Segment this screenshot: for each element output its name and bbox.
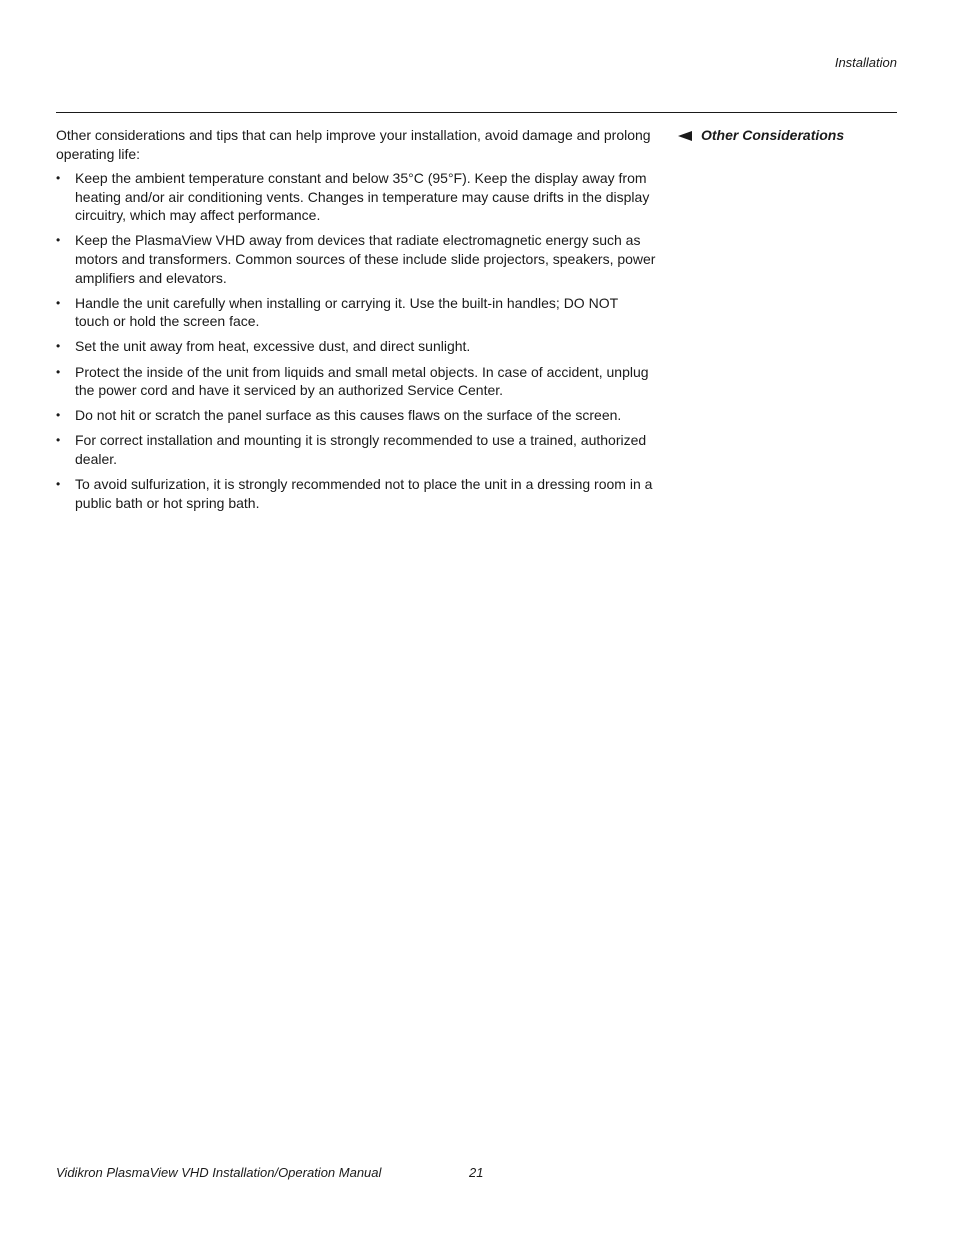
list-item-text: Do not hit or scratch the panel surface as this causes flaws on the surface of the screen. (75, 407, 622, 424)
main-column (56, 126, 656, 519)
list-item (56, 294, 656, 331)
list-item (56, 475, 656, 512)
footer-page-number: 21 (469, 1165, 484, 1180)
side-heading (678, 126, 878, 145)
list-item (56, 363, 656, 400)
list-item-text: For correct installation and mounting it is strongly recommended to use a trained, authorized dealer. (75, 432, 647, 467)
header-rule (56, 112, 897, 113)
bullet-icon: • (56, 233, 61, 248)
footer-manual-title: Vidikron PlasmaView VHD Installation/Operation Manual (56, 1165, 382, 1180)
list-item (56, 231, 656, 287)
list-item-text: Handle the unit carefully when installing or carrying it. Use the built-in handles; DO NOT touch or hold the screen face. (75, 294, 618, 330)
list-item-text: Keep the ambient temperature constant and below 35°C (95°F). Keep the display away from heating and/or air conditioning vents. Changes in temperature may cause drifts in the display circuitry, which may affect performance. (75, 170, 650, 224)
list-item-text: Protect the inside of the unit from liquids and small metal objects. In case of accident, unplug the power cord and have it serviced by an authorized Service Center. (75, 363, 649, 399)
bullet-icon: • (56, 433, 61, 448)
list-item (56, 169, 656, 225)
list-item-text: To avoid sulfurization, it is strongly recommended not to place the unit in a dressing room in a public bath or hot spring bath. (75, 476, 653, 511)
list-item-text: Set the unit away from heat, excessive dust, and direct sunlight. (75, 338, 471, 355)
bullet-icon: • (56, 364, 61, 379)
bullet-icon: • (56, 295, 61, 310)
left-arrow-icon (678, 131, 692, 141)
bullet-icon: • (56, 477, 61, 491)
bullet-icon: • (56, 171, 61, 186)
list-item-text: Keep the PlasmaView VHD away from devices that radiate electromagnetic energy such as motors and transformers. Common sources of these include slide projectors, speakers, power amplifiers and elevators. (75, 232, 656, 286)
list-item (56, 337, 656, 356)
running-header: Installation (834, 55, 897, 70)
bullet-icon: • (56, 339, 61, 354)
list-item (56, 431, 656, 468)
considerations-list (56, 169, 656, 512)
intro-paragraph: Other considerations and tips that can help improve your installation, avoid damage and prolong operating life: (56, 127, 651, 162)
list-item (56, 406, 656, 425)
bullet-icon: • (56, 408, 61, 423)
side-heading-label: Other Considerations (701, 127, 845, 143)
